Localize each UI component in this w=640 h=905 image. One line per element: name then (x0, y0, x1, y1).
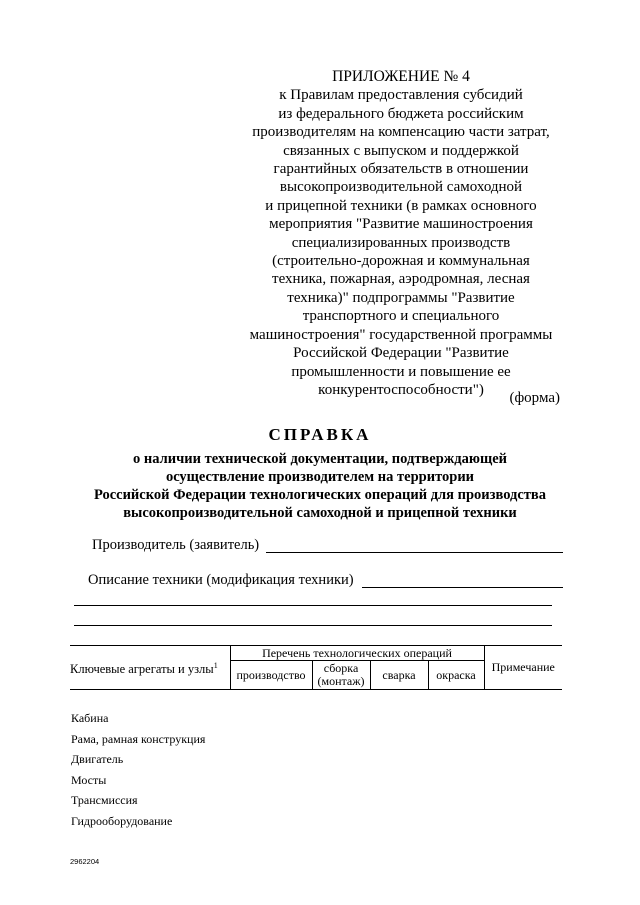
appendix-line: связанных с выпуском и поддержкой (283, 142, 519, 159)
appendix-heading: ПРИЛОЖЕНИЕ № 4 (332, 68, 470, 85)
appendix-line: специализированных производств (291, 234, 511, 251)
description-field-line-2[interactable] (74, 605, 552, 606)
subtitle-line: Российской Федерации технологических операций для производства (93, 487, 547, 503)
list-item: Кабина (71, 711, 109, 725)
list-item: Трансмиссия (71, 793, 138, 807)
list-item: Мосты (71, 772, 107, 787)
list-item: Гидрооборудование (71, 813, 173, 828)
form-label: (форма) (509, 390, 560, 406)
appendix-block (236, 68, 566, 399)
table-header-row (70, 646, 562, 661)
description-label: Описание техники (модификация техники) (88, 572, 354, 588)
list-item: Рама, рамная конструкция (71, 731, 206, 746)
header-units: Ключевые агрегаты и узлы$^1$ (70, 646, 230, 690)
operations-table (70, 645, 562, 690)
list-item: Двигатель (71, 752, 124, 766)
footnote-marker: 1 (213, 660, 218, 670)
header-production: производство (230, 661, 312, 690)
appendix-line: техника)" подпрограммы "Развитие (287, 289, 515, 306)
appendix-line: машиностроения" государственной программы (249, 326, 553, 343)
subtitle-line: высокопроизводительной самоходной и прицепной техники (123, 505, 517, 521)
subtitle-line: о наличии технической документации, подтверждающей (133, 451, 507, 467)
producer-field[interactable] (266, 552, 563, 553)
appendix-line: гарантийных обязательств в отношении (273, 161, 529, 178)
document-title: СПРАВКА (268, 425, 372, 444)
header-painting: окраска (428, 661, 484, 690)
producer-label: Производитель (заявитель) (92, 537, 260, 553)
description-field-line-3[interactable] (74, 625, 552, 626)
appendix-line: из федерального бюджета российским (278, 105, 524, 122)
document-subtitle (60, 450, 580, 522)
units-list (71, 708, 205, 831)
appendix-line: производителям на компенсацию части затрат, (252, 124, 550, 141)
appendix-line: мероприятия "Развитие машиностроения (269, 216, 533, 233)
description-field[interactable] (362, 587, 563, 588)
subtitle-line: осуществление производителем на территории (165, 469, 475, 485)
appendix-line: и прицепной техники (в рамках основного (265, 197, 537, 214)
header-ops-group: Перечень технологических операций (230, 646, 484, 661)
appendix-line: высокопроизводительной самоходной (279, 179, 523, 196)
footer-code: 2962204 (70, 857, 100, 866)
appendix-line: техника, пожарная, аэродромная, лесная (272, 271, 530, 288)
appendix-line: к Правилам предоставления субсидий (279, 87, 523, 104)
appendix-line: (строительно-дорожная и коммунальная (272, 253, 530, 270)
header-assembly: сборка (монтаж) (312, 661, 370, 690)
header-notes: Примечание (484, 646, 562, 690)
header-welding: сварка (370, 661, 428, 690)
appendix-line: промышленности и повышение ее (291, 363, 511, 380)
appendix-line: транспортного и специального (302, 308, 500, 325)
appendix-line: конкурентоспособности") (318, 381, 484, 398)
appendix-line: Российской Федерации "Развитие (293, 345, 509, 362)
